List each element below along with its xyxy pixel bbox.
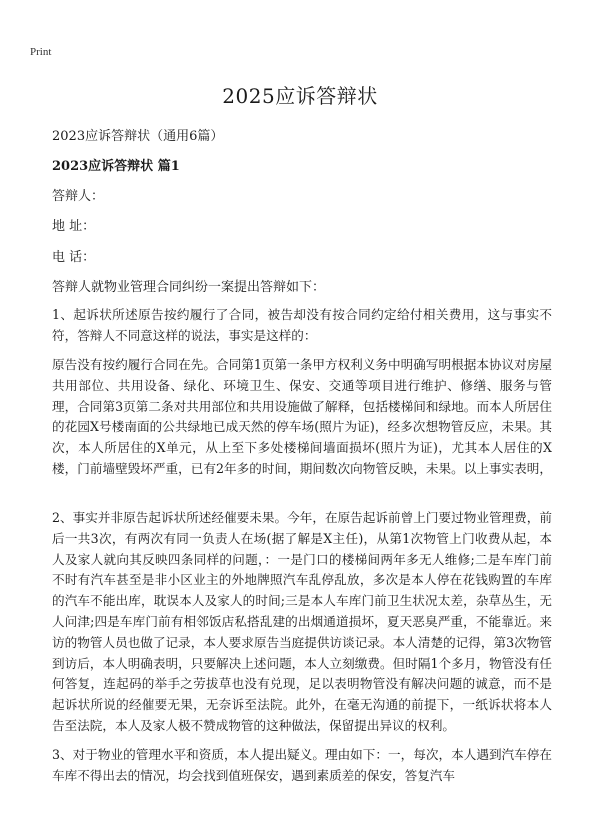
paragraph-4: 3、对于物业的管理水平和资质，本人提出疑义。理由如下：一，每次，本人遇到汽车停在车库不得出去的情况，均会找到值班保安，遇到素质差的保安，答复汽车 bbox=[52, 747, 552, 783]
paragraph-3: 2、事实并非原告起诉状所述经催要未果。今年，在原告起诉前曾上门要过物业管理费，前后一共3次，有两次有同一负责人在场(据了解是X主任)，从第1次物管上门收费从起，本人及家人就向其反映四条同样的问题，：一是门口的楼梯间两年多无人维修;二是车库门前不时有汽车甚至是非小区业主的外地牌照汽车乱停乱放，多次是本人停在花钱购置的车库的汽车不能出库，耽误本人及家人的时间;三是本人车库门前卫生状况太差，杂草丛生，无人问津;四是车库门前有相邻饭店私搭乱建的出烟通道损坏，夏天恶臭严重，不能靠近。来访的物管人员也做了记录，本人要求原告当庭提供访谈记录。本人清楚的记得，第3次物管到访后，本人明确表明，只要解决上述问题，本人立刻缴费。但时隔1个多月，物管没有任何答复，连起码的举手之劳拔草也没有兑现，足以表明物管没有解决问题的诚意，而不是起诉状所说的经催要无果，无奈诉至法院。此外，在毫无沟通的前提下，一纸诉状将本人告至法院，本人及家人极不赞成物管的这种做法，保留提出异议的权利。 bbox=[52, 510, 552, 733]
paragraph-1: 1、起诉状所述原告按约履行了合同，被告却没有按合同约定给付相关费用，这与事实不符，答辩人不同意这样的说法，事实是这样的： bbox=[52, 307, 552, 343]
print-link[interactable]: Print bbox=[30, 46, 52, 58]
phone-field: 电 话： bbox=[52, 250, 96, 265]
respondent-field: 答辩人： bbox=[52, 189, 105, 204]
address-field: 地 址： bbox=[52, 219, 96, 234]
document-title: 2025应诉答辩状 bbox=[222, 84, 378, 108]
document-subtitle: 2023应诉答辩状（通用6篇） bbox=[52, 129, 224, 144]
section-heading: 2023应诉答辩状 篇1 bbox=[52, 159, 180, 174]
intro-paragraph: 答辩人就物业管理合同纠纷一案提出答辩如下： bbox=[52, 280, 326, 295]
paragraph-2: 原告没有按约履行合同在先。合同第1页第一条甲方权利义务中明确写明根据本协议对房屋共用部位、共用设备、绿化、环境卫生、保安、交通等项目进行维护、修缮、服务与管理，合同第3页第二条对共用部位和共用设施做了解释，包括楼梯间和绿地。而本人所居住的花园X号楼南面的公共绿地已成天然的停车场(照片为证)，经多次想物管反应，未果。其次，本人所居住的X单元，从上至下多处楼梯间墙面损坏(照片为证)，尤其本人居住的X楼，门前墙壁毁坏严重，已有2年多的时间，期间数次向物管反映，未果。以上事实表明， bbox=[52, 357, 552, 476]
